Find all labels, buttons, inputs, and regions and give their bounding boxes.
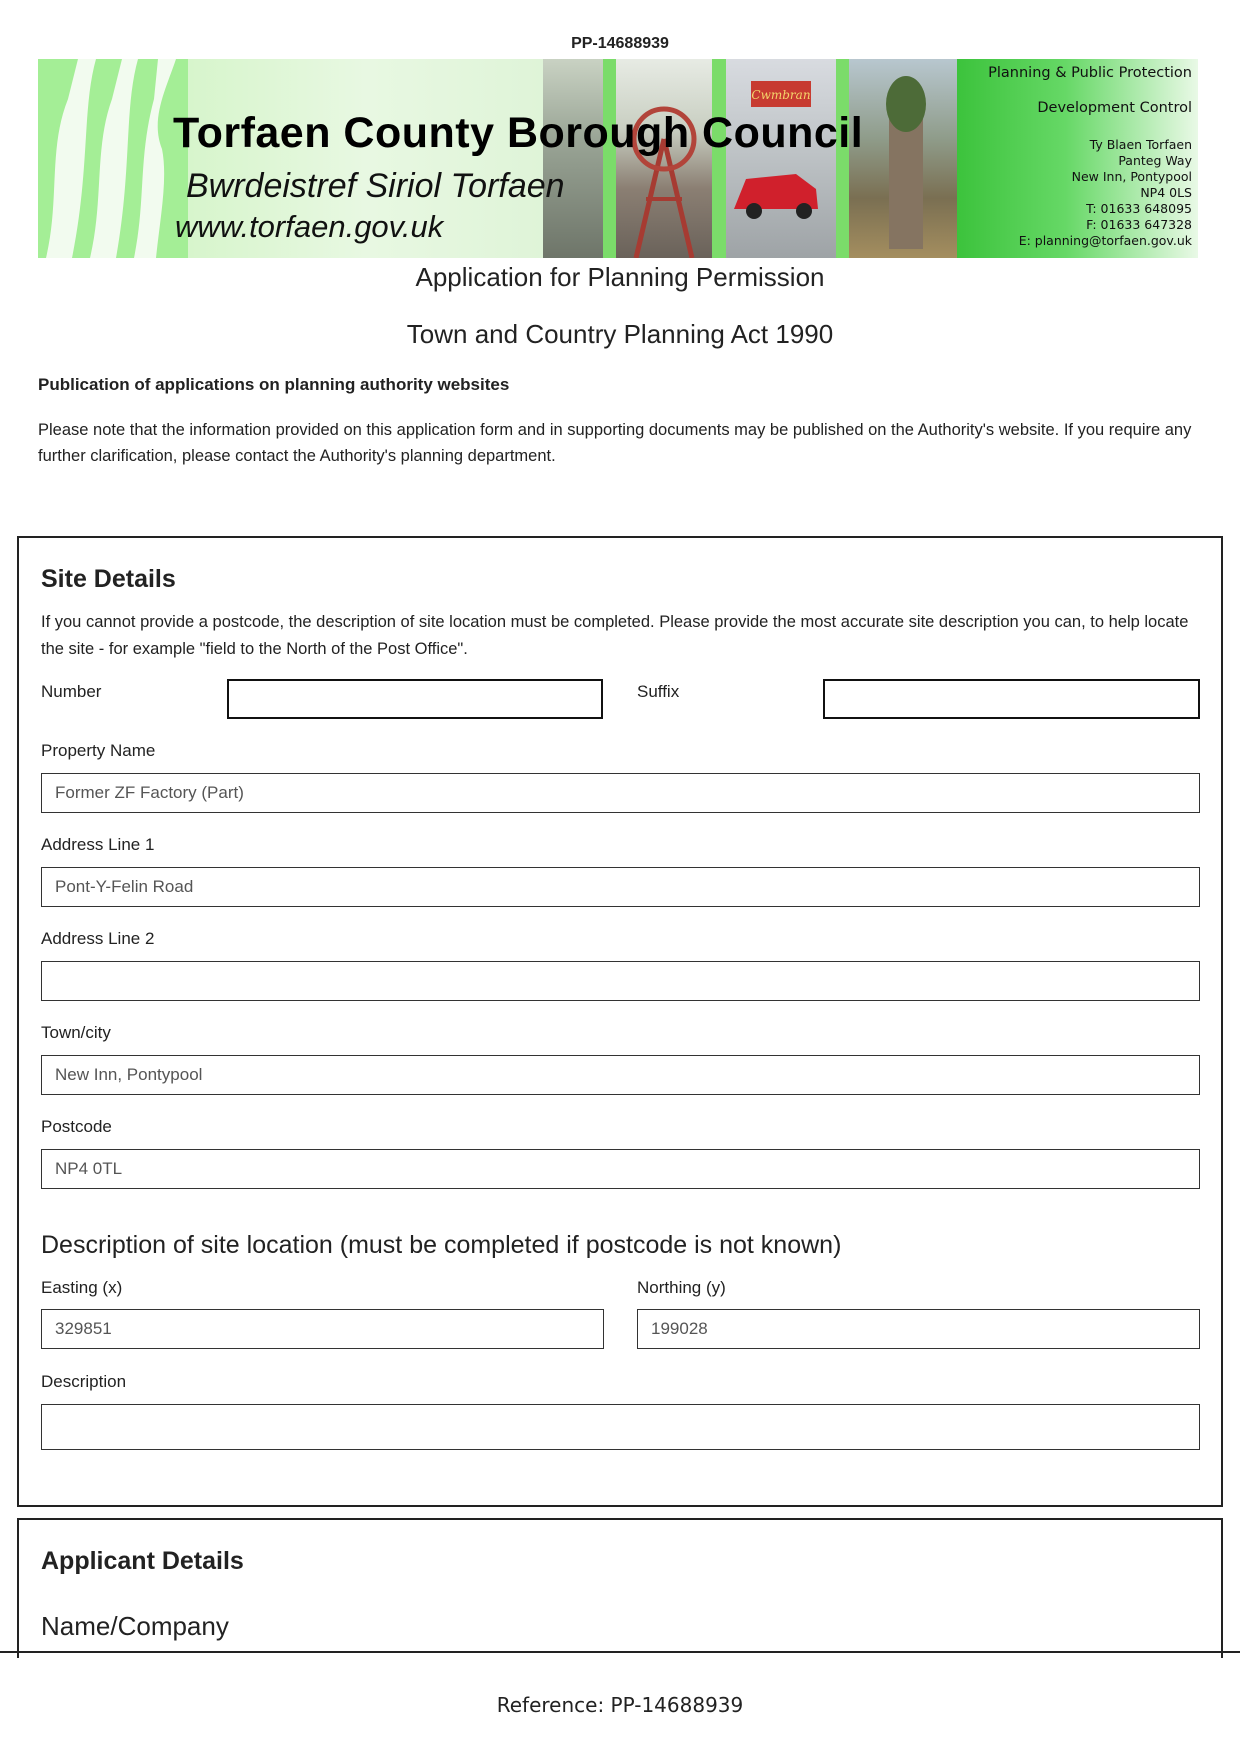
banner-contact-area [957, 59, 1198, 258]
car-park-icon [726, 59, 836, 258]
council-welsh-name: Bwrdeistref Siriol Torfaen [186, 167, 565, 205]
council-logo-icon [38, 59, 188, 258]
footer-divider [0, 1651, 1240, 1653]
reference-number-top: PP-14688939 [571, 35, 669, 52]
suffix-field[interactable] [823, 679, 1200, 719]
applicant-details-section [17, 1518, 1223, 1658]
banner-photos [543, 59, 957, 258]
fax-number: F: 01633 647328 [1086, 217, 1192, 232]
address-line: New Inn, Pontypool [1071, 169, 1192, 184]
address-line: Panteg Way [1118, 153, 1192, 168]
publication-text: Please note that the information provided on this application form and in supporting documents may be published on the Authority's website. If you require any further clarification, please contact the Authority's planning department. [38, 421, 1192, 465]
form-title: Application for Planning Permission [415, 262, 825, 292]
number-field[interactable] [227, 679, 603, 719]
number-label: Number [41, 682, 102, 701]
site-details-heading: Site Details [41, 565, 176, 593]
address-line-2-label: Address Line 2 [41, 929, 155, 948]
easting-label: Easting (x) [41, 1278, 123, 1297]
address-line-1-label: Address Line 1 [41, 835, 155, 854]
division-name: Development Control [1037, 100, 1192, 116]
site-details-intro: If you cannot provide a postcode, the description of site location must be completed. Please provide the most accurate site description you can, to help locate the site - for example "field to the North of the Post Office". [41, 613, 1189, 658]
postcode-label: Postcode [41, 1117, 112, 1136]
phone-number: T: 01633 648095 [1086, 201, 1192, 216]
department-name: Planning & Public Protection [988, 65, 1192, 81]
address-line: NP4 0LS [1140, 185, 1192, 200]
act-title: Town and Country Planning Act 1990 [406, 319, 834, 349]
council-banner [38, 59, 1198, 258]
town-city-field[interactable]: New Inn, Pontypool [41, 1055, 1200, 1095]
property-name-field[interactable]: Former ZF Factory (Part) [41, 773, 1200, 813]
suffix-label: Suffix [637, 682, 680, 701]
name-company-heading: Name/Company [41, 1611, 229, 1641]
pithead-wheel-icon [616, 59, 712, 258]
banner-sign-text: Cwmbran [750, 88, 811, 102]
council-website: www.torfaen.gov.uk [175, 209, 444, 244]
property-name-label: Property Name [41, 741, 156, 760]
northing-field[interactable]: 199028 [637, 1309, 1200, 1349]
site-details-section [17, 536, 1223, 1507]
easting-field[interactable]: 329851 [41, 1309, 604, 1349]
postcode-field[interactable]: NP4 0TL [41, 1149, 1200, 1189]
applicant-details-heading: Applicant Details [41, 1547, 244, 1575]
council-name: Torfaen County Borough Council [173, 109, 864, 157]
northing-label: Northing (y) [637, 1278, 726, 1297]
stone-monument-icon [849, 59, 957, 258]
footer-reference: Reference: PP-14688939 [496, 1693, 744, 1717]
town-city-label: Town/city [41, 1023, 111, 1042]
description-field[interactable] [41, 1404, 1200, 1450]
address-line-2-field[interactable] [41, 961, 1200, 1001]
site-location-heading: Description of site location (must be completed if postcode is not known) [41, 1231, 842, 1259]
description-label: Description [41, 1372, 127, 1391]
address-line: Ty Blaen Torfaen [1089, 137, 1192, 152]
address-line-1-field[interactable]: Pont-Y-Felin Road [41, 867, 1200, 907]
email-address: E: planning@torfaen.gov.uk [1018, 233, 1192, 248]
publication-heading: Publication of applications on planning authority websites [38, 375, 510, 394]
